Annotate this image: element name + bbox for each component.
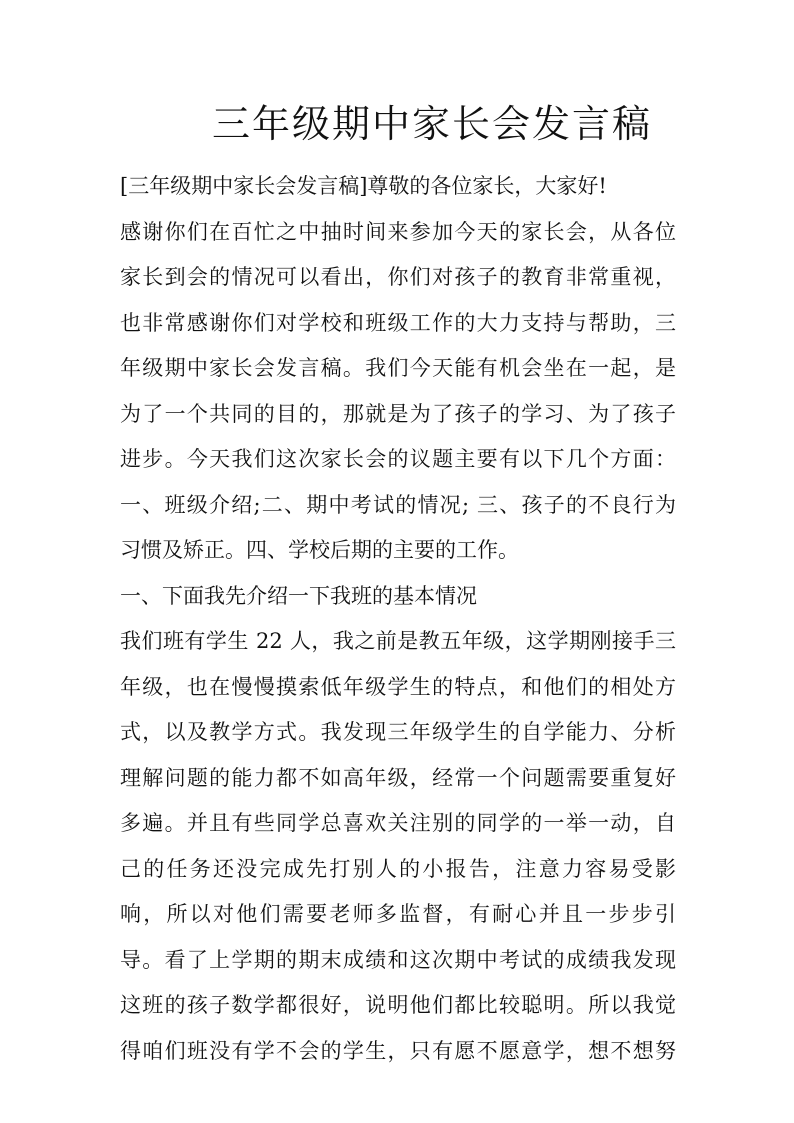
body-line: 我们班有学生 22 人，我之前是教五年级，这学期刚接手三 <box>120 629 676 653</box>
body-line: 多遍。并且有些同学总喜欢关注别的同学的一举一动，自 <box>120 811 676 835</box>
body-line: 年级期中家长会发言稿。我们今天能有机会坐在一起，是 <box>120 356 676 380</box>
body-line: [三年级期中家长会发言稿]尊敬的各位家长，大家好! <box>120 174 607 198</box>
document-body <box>120 164 676 1074</box>
body-line: 也非常感谢你们对学校和班级工作的大力支持与帮助，三 <box>120 310 676 335</box>
body-line: 年级，也在慢慢摸索低年级学生的特点，和他们的相处方 <box>120 674 676 699</box>
body-line: 式，以及教学方式。我发现三年级学生的自学能力、分析 <box>120 720 676 744</box>
body-line: 家长到会的情况可以看出，你们对孩子的教育非常重视， <box>120 265 676 289</box>
body-line: 为了一个共同的目的，那就是为了孩子的学习、为了孩子 <box>120 401 676 426</box>
body-line: 进步。今天我们这次家长会的议题主要有以下几个方面： <box>120 447 676 471</box>
document-title: 三年级期中家长会发言稿 <box>211 102 652 146</box>
body-line: 己的任务还没完成先打别人的小报告，注意力容易受影 <box>120 856 676 881</box>
body-line: 感谢你们在百忙之中抽时间来参加今天的家长会，从各位 <box>120 219 676 244</box>
body-line: 一、班级介绍;二、期中考试的情况; 三、孩子的不良行为 <box>120 492 676 517</box>
body-line: 一、下面我先介绍一下我班的基本情况 <box>120 583 477 608</box>
body-line: 习惯及矫正。四、学校后期的主要的工作。 <box>120 538 519 562</box>
body-line: 响，所以对他们需要老师多监督，有耐心并且一步步引 <box>120 902 676 926</box>
body-line: 得咱们班没有学不会的学生，只有愿不愿意学，想不想努 <box>120 1038 676 1063</box>
body-line: 这班的孩子数学都很好，说明他们都比较聪明。所以我觉 <box>120 993 676 1017</box>
body-line: 导。看了上学期的期末成绩和这次期中考试的成绩我发现 <box>120 947 676 972</box>
body-line: 理解问题的能力都不如高年级，经常一个问题需要重复好 <box>120 765 676 790</box>
